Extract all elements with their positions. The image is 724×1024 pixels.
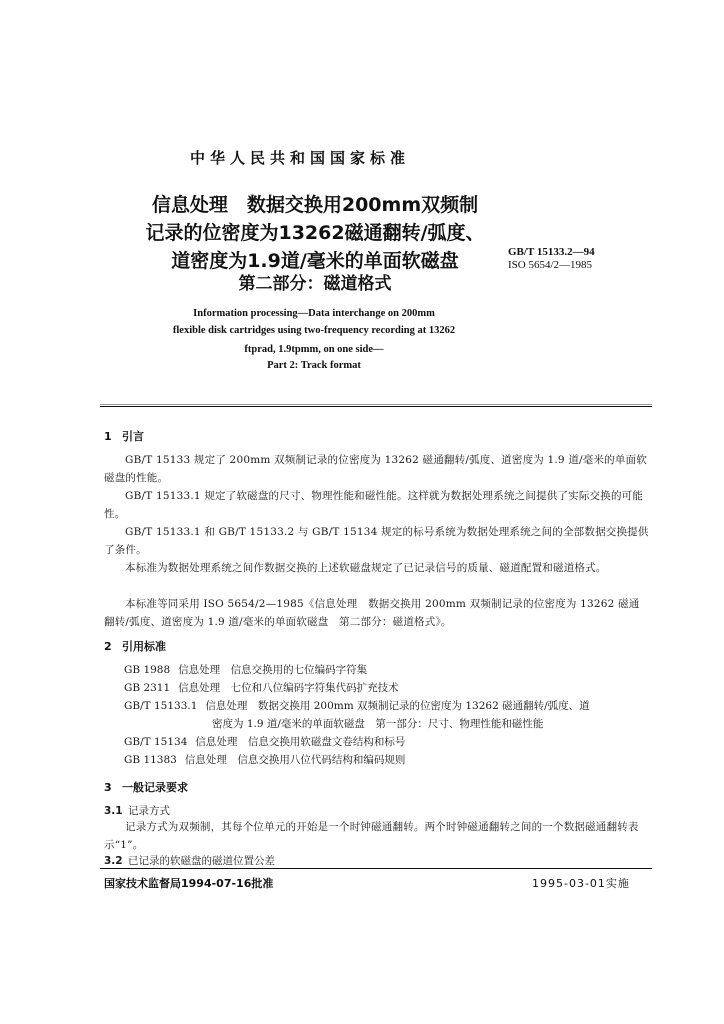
section-1-number: 1 <box>104 430 112 443</box>
reference-code: GB 2311 <box>124 682 171 694</box>
header-rule <box>100 406 652 407</box>
reference-title: 信息处理 信息交换用八位代码结构和编码规则 <box>184 754 406 766</box>
reference-title: 信息处理 七位和八位编码字符集代码扩充技术 <box>178 682 399 694</box>
reference-code: GB/T 15134 <box>124 736 188 748</box>
reference-item <box>124 733 650 751</box>
reference-title: 信息处理 数据交换用 200mm 双频制记录的位密度为 13262 磁通翻转/弧度、道 <box>205 700 590 712</box>
reference-code: GB/T 15133.1 <box>124 700 198 712</box>
section-1-paragraph-4: 本标准为数据处理系统之间作数据交换的上述软磁盘规定了已记录信号的质量、磁道配置和磁道格式。 <box>125 562 607 574</box>
section-2-title: 引用标准 <box>122 640 166 653</box>
reference-title: 信息处理 信息交换用的七位编码字符集 <box>178 664 368 676</box>
footer-rule <box>100 868 652 869</box>
english-title-line-2: flexible disk cartridges using two-frequency recording at 13262 <box>172 325 456 336</box>
section-1-heading <box>104 428 144 444</box>
subsection-3-2-number: 3.2 <box>104 855 123 867</box>
section-3-number: 3 <box>104 781 112 794</box>
reference-item <box>124 679 650 697</box>
reference-code: GB 1988 <box>124 664 171 676</box>
subsection-3-1-heading <box>104 803 170 818</box>
reference-item <box>124 697 650 715</box>
english-title-line-4: Part 2: Track format <box>267 360 361 371</box>
approval-statement: 国家技术监督局1994-07-16批准 <box>104 877 274 890</box>
reference-item-continuation: 密度为 1.9 道/毫米的单面软磁盘 第一部分：尺寸、物理性能和磁性能 <box>212 718 544 730</box>
chinese-title-line-2: 记录的位密度为13262磁通翻转/弧度、 <box>145 222 485 244</box>
section-2-number: 2 <box>104 640 112 653</box>
english-title-line-3: ftprad, 1.9tpmm, on one side— <box>244 344 384 355</box>
subsection-3-2-title: 已记录的软磁盘的磁道位置公差 <box>128 855 275 867</box>
reference-code: GB 11383 <box>124 754 177 766</box>
gb-standard-number: GB/T 15133.2—94 <box>508 246 595 258</box>
section-1-paragraph-5: 本标准等同采用 ISO 5654/2—1985《信息处理 数据交换用 200mm 双频制记录的位密度为 13262 磁通翻转/弧度、道密度为 1.9 道/毫米的单面软磁盘 第二部分：磁道格式》。 <box>104 598 640 628</box>
header-rule-thin <box>100 404 652 405</box>
chinese-title-line-4: 第二部分：磁道格式 <box>238 274 392 294</box>
implementation-date: 1995-03-01实施 <box>532 877 630 890</box>
issuing-country-title: 中华人民共和国国家标准 <box>189 149 410 167</box>
chinese-title-line-3: 道密度为1.9道/毫米的单面软磁盘 <box>171 250 459 272</box>
chinese-title-line-1: 信息处理 数据交换用200mm双频制 <box>151 194 479 216</box>
subsection-3-1-title: 记录方式 <box>128 805 170 817</box>
section-1-paragraph-3: GB/T 15133.1 和 GB/T 15133.2 与 GB/T 15134 规定的标号系统为数据处理系统之间的全部数据交换提供了条件。 <box>104 526 649 556</box>
subsection-3-1-number: 3.1 <box>104 805 123 817</box>
english-title-line-1: Information processing—Data interchange on 200mm <box>193 308 435 319</box>
section-3-title: 一般记录要求 <box>122 781 188 794</box>
iso-standard-number: ISO 5654/2—1985 <box>508 259 593 271</box>
section-1-title: 引言 <box>122 430 144 443</box>
reference-item <box>124 661 650 679</box>
section-1-paragraph-2: GB/T 15133.1 规定了软磁盘的尺寸、物理性能和磁性能。这样就为数据处理系统之间提供了实际交换的可能性。 <box>104 490 644 520</box>
subsection-3-1-text: 记录方式为双频制，其每个位单元的开始是一个时钟磁通翻转。两个时钟磁通翻转之间的一个数据磁通翻转表示“1”。 <box>104 821 639 851</box>
section-3-heading <box>104 779 188 795</box>
section-1-paragraph-1: GB/T 15133 规定了 200mm 双频制记录的位密度为 13262 磁通翻转/弧度、道密度为 1.9 道/毫米的单面软磁盘的性能。 <box>104 454 647 484</box>
reference-item <box>124 751 650 769</box>
section-2-heading <box>104 638 166 654</box>
subsection-3-2-heading <box>104 853 275 868</box>
standard-numbers <box>508 246 595 272</box>
reference-title: 信息处理 信息交换用软磁盘文卷结构和标号 <box>195 736 406 748</box>
